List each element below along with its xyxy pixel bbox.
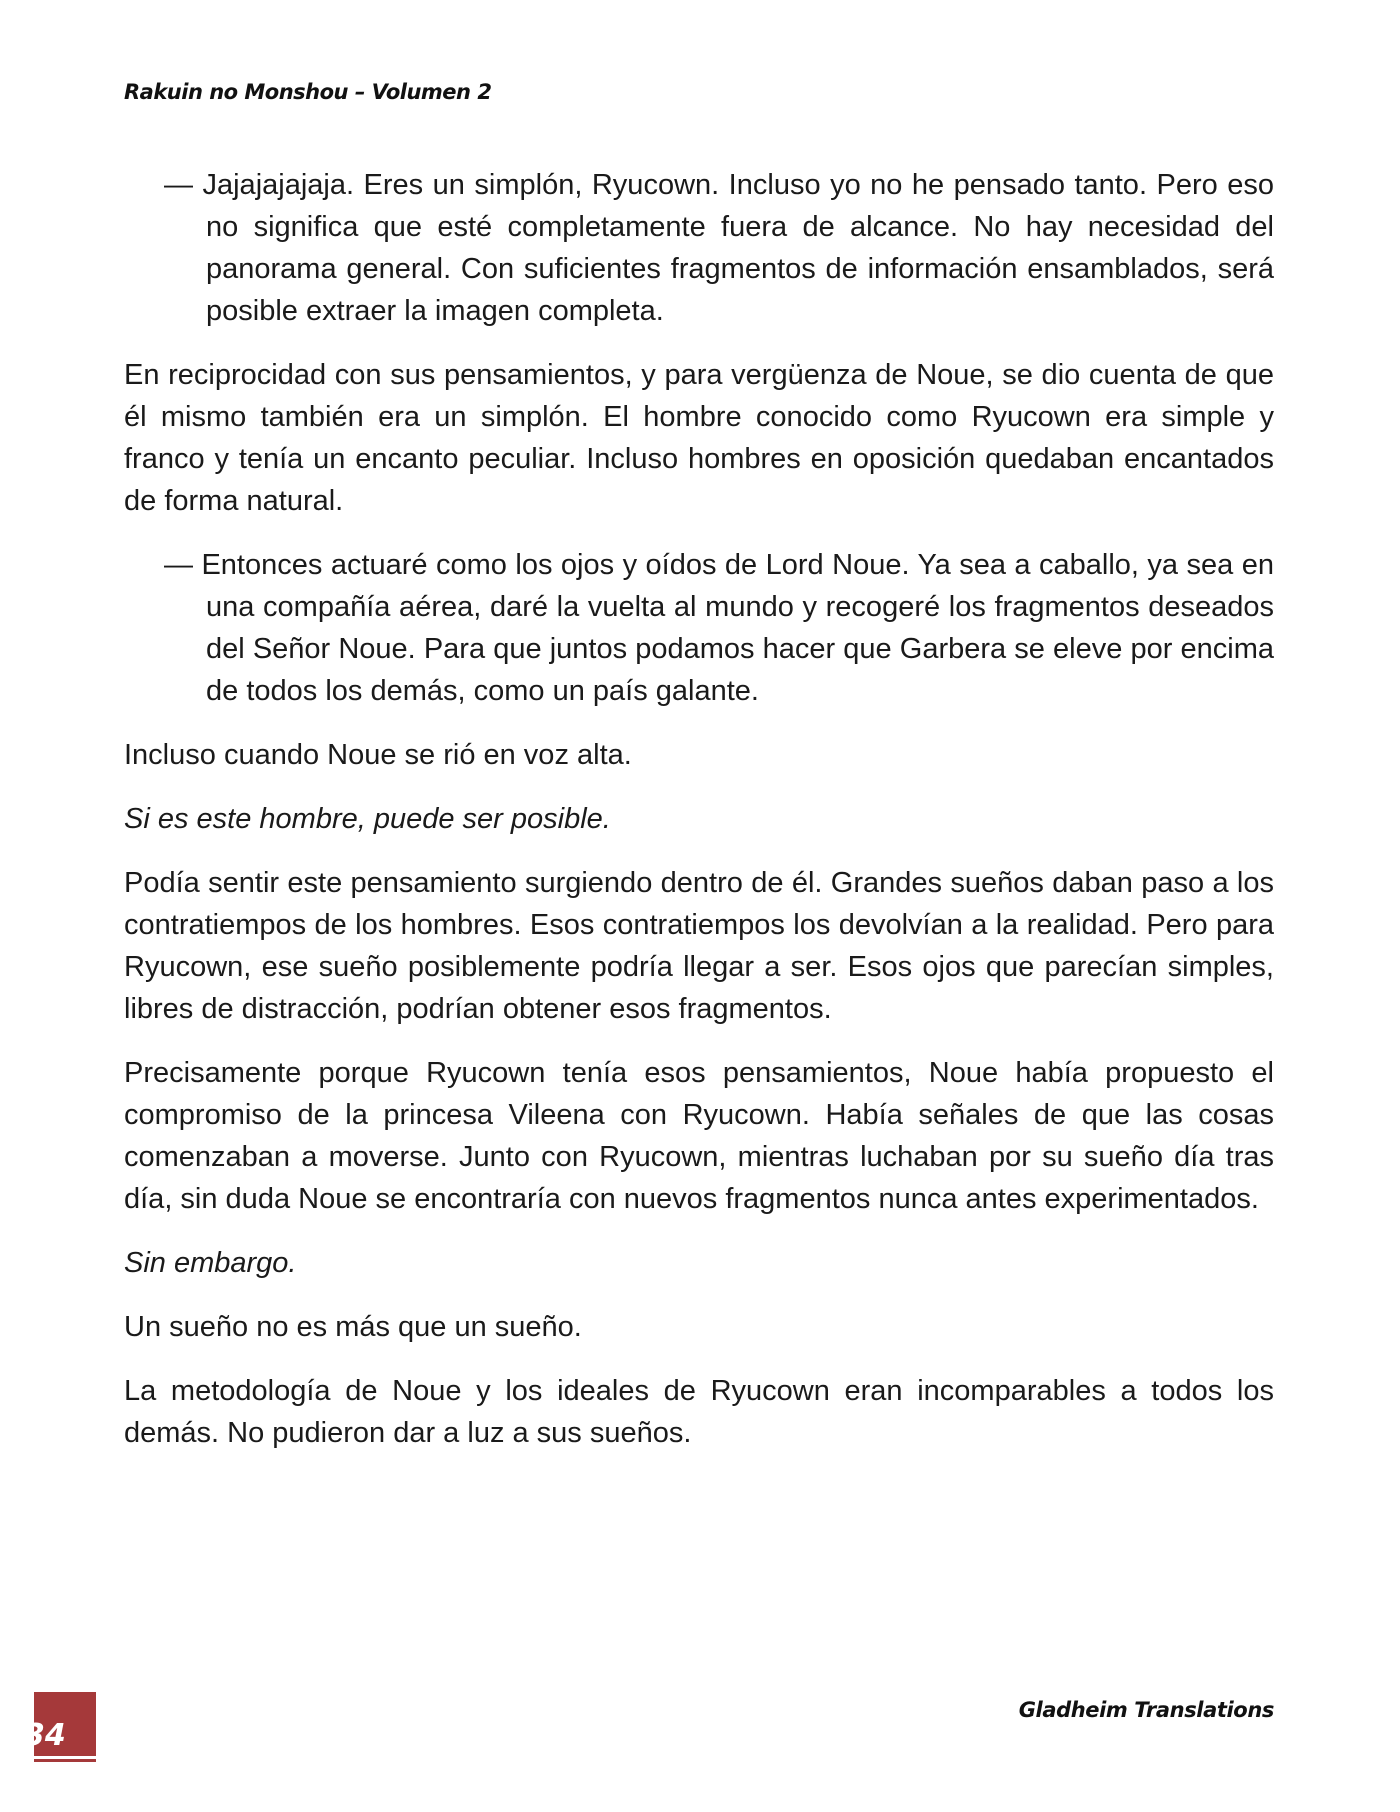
- body-paragraph: Un sueño no es más que un sueño.: [124, 1311, 582, 1343]
- body-paragraph: Incluso cuando Noue se rió en voz alta.: [124, 739, 632, 771]
- page-number-underline: [34, 1756, 96, 1759]
- body-paragraph: Precisamente porque Ryucown tenía esos pensamientos, Noue había propuesto el compromiso de la princesa Vileena con Ryucown. Había señales de que las cosas comenzaban a moverse. Junto con Ryucown, mientras luchaban por su sueño día tras día, sin duda Noue se encontraría con nuevos fragmentos nunca antes experimentados.: [124, 1057, 1274, 1215]
- dialogue-paragraph: — Entonces actuaré como los ojos y oídos de Lord Noue. Ya sea a caballo, ya sea en una compañía aérea, daré la vuelta al mundo y recogeré los fragmentos deseados del Señor Noue. Para que juntos podamos hacer que Garbera se eleve por encima de todos los demás, como un país galante.: [164, 549, 1274, 707]
- page-body: [124, 164, 1274, 1476]
- dialogue-paragraph: — Jajajajajaja. Eres un simplón, Ryucown. Incluso yo no he pensado tanto. Pero eso no significa que esté completamente fuera de alcance. No hay necesidad del panorama general. Con suficientes fragmentos de información ensamblados, será posible extraer la imagen completa.: [164, 169, 1274, 327]
- footer-credit: Gladheim Translations: [1018, 1698, 1274, 1722]
- italic-thought-paragraph: Sin embargo.: [124, 1247, 297, 1279]
- page-number: 34: [24, 1718, 66, 1753]
- running-header: Rakuin no Monshou – Volumen 2: [124, 80, 492, 104]
- italic-thought-paragraph: Si es este hombre, puede ser posible.: [124, 803, 611, 835]
- body-paragraph: Podía sentir este pensamiento surgiendo dentro de él. Grandes sueños daban paso a los contratiempos de los hombres. Esos contratiempos los devolvían a la realidad. Pero para Ryucown, ese sueño posiblemente podría llegar a ser. Esos ojos que parecían simples, libres de distracción, podrían obtener esos fragmentos.: [124, 867, 1274, 1025]
- body-paragraph: La metodología de Noue y los ideales de Ryucown eran incomparables a todos los demás. No pudieron dar a luz a sus sueños.: [124, 1375, 1274, 1449]
- body-paragraph: En reciprocidad con sus pensamientos, y para vergüenza de Noue, se dio cuenta de que él mismo también era un simplón. El hombre conocido como Ryucown era simple y franco y tenía un encanto peculiar. Incluso hombres en oposición quedaban encantados de forma natural.: [124, 359, 1274, 517]
